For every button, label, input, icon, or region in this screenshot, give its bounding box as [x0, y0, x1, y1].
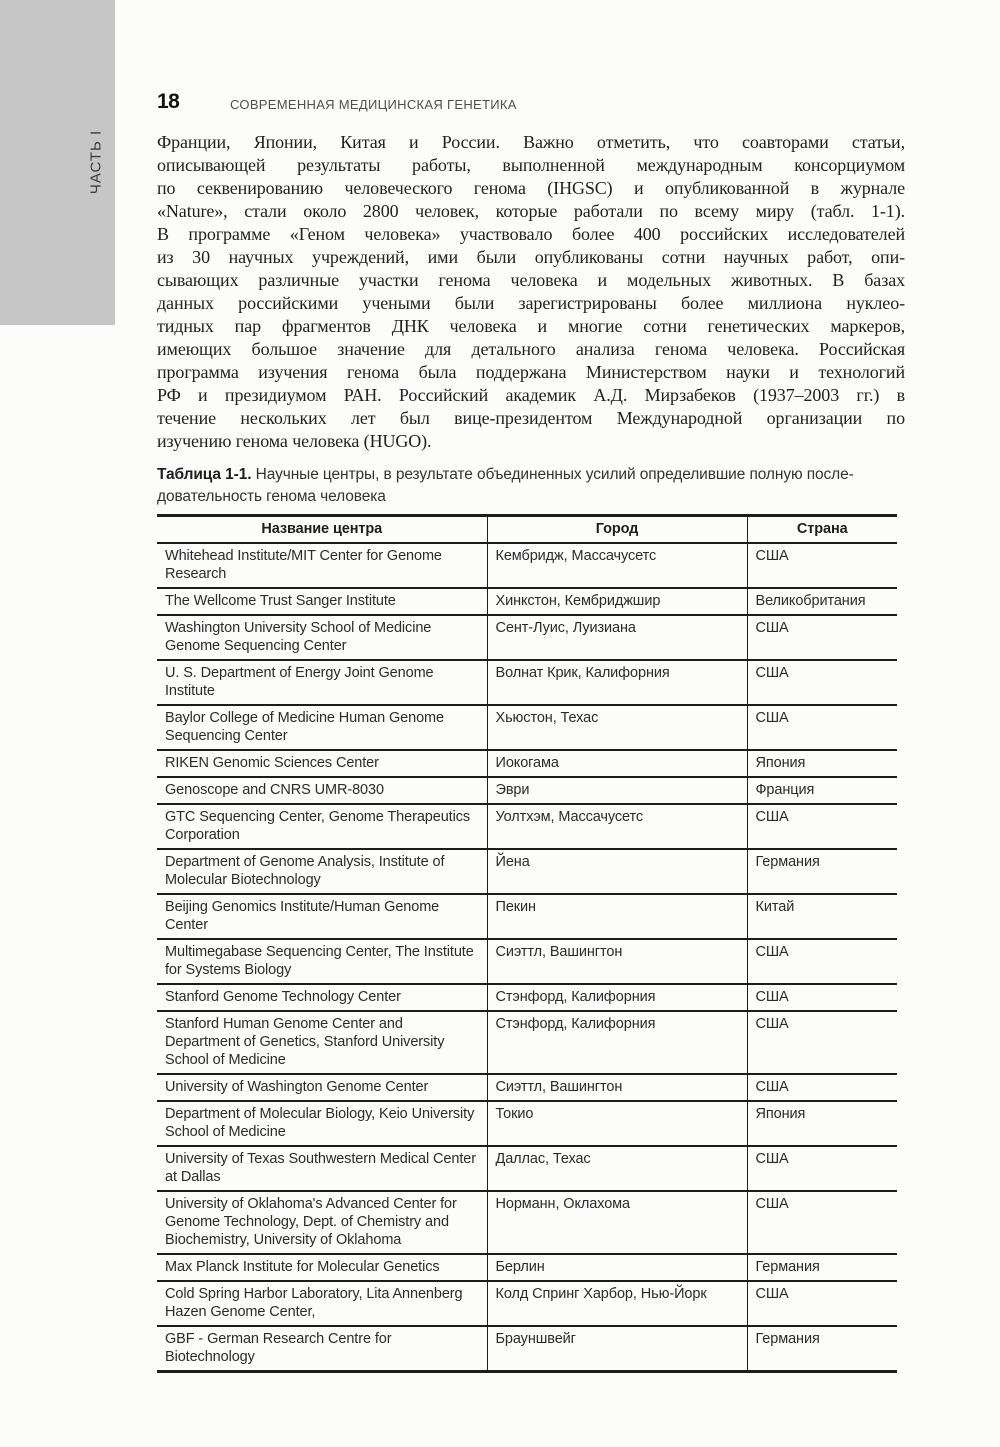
table-cell: Волнат Крик, Калифорния: [487, 660, 747, 705]
table-row: [157, 894, 897, 939]
table-cell: Beijing Genomics Institute/Human Genome Center: [157, 894, 487, 939]
table-cell: Washington University School of Medicine Genome Sequencing Center: [157, 615, 487, 660]
table-cell: США: [747, 984, 897, 1011]
table-cell: Даллас, Техас: [487, 1146, 747, 1191]
table-cell: Уолтхэм, Массачусетс: [487, 804, 747, 849]
table-cell: США: [747, 804, 897, 849]
table-cell: GBF - German Research Centre for Biotechnology: [157, 1326, 487, 1372]
table-cell: США: [747, 1146, 897, 1191]
table-cell: Baylor College of Medicine Human Genome Sequencing Center: [157, 705, 487, 750]
paragraph-line: Франции, Японии, Китая и России. Важно отметить, что соавторами статьи,: [157, 132, 905, 152]
table-row: [157, 1074, 897, 1101]
column-header-country: Страна: [747, 516, 897, 544]
table-row: [157, 1254, 897, 1281]
paragraph-line: РФ и президиумом РАН. Российский академик А.Д. Мирзабеков (1937–2003 гг.) в: [157, 385, 905, 405]
table-cell: Пекин: [487, 894, 747, 939]
table-cell: США: [747, 1074, 897, 1101]
table-cell: Кембридж, Массачусетс: [487, 543, 747, 588]
table-cell: The Wellcome Trust Sanger Institute: [157, 588, 487, 615]
table-row: [157, 660, 897, 705]
table-row: [157, 1146, 897, 1191]
table-cell: RIKEN Genomic Sciences Center: [157, 750, 487, 777]
page-number: 18: [157, 90, 180, 113]
table-caption: [157, 464, 917, 508]
table-cell: Берлин: [487, 1254, 747, 1281]
table-row: [157, 750, 897, 777]
table-cell: Department of Genome Analysis, Institute of Molecular Biotechnology: [157, 849, 487, 894]
table-caption-label: Таблица 1-1.: [157, 466, 252, 483]
paragraph-line: В программе «Геном человека» участвовало более 400 российских исследователей: [157, 224, 905, 244]
table-cell: GTC Sequencing Center, Genome Therapeutics Corporation: [157, 804, 487, 849]
table-cell: University of Texas Southwestern Medical Center at Dallas: [157, 1146, 487, 1191]
table-cell: Стэнфорд, Калифорния: [487, 984, 747, 1011]
table-row: [157, 1281, 897, 1326]
part-tab-label: ЧАСТЬ I: [87, 129, 105, 195]
paragraph-line: из 30 научных учреждений, ими были опубликованы сотни научных работ, опи-: [157, 247, 905, 267]
paragraph-line: сывающих различные участки генома человека и модельных животных. В базах: [157, 270, 905, 290]
table-cell: Япония: [747, 1101, 897, 1146]
paragraph-line: тидных пар фрагментов ДНК человека и многие сотни генетических маркеров,: [157, 316, 905, 336]
table-row: [157, 1011, 897, 1074]
table-cell: США: [747, 1191, 897, 1254]
table-row: [157, 588, 897, 615]
table-row: [157, 939, 897, 984]
table-cell: Норманн, Оклахома: [487, 1191, 747, 1254]
table-row: [157, 543, 897, 588]
table-caption-text-line1: Научные центры, в результате объединенных усилий определившие полную после-: [255, 466, 854, 483]
table-cell: Япония: [747, 750, 897, 777]
table-cell: Сент-Луис, Луизиана: [487, 615, 747, 660]
table-row: [157, 984, 897, 1011]
table-cell: Сиэттл, Вашингтон: [487, 1074, 747, 1101]
table-cell: Колд Спринг Харбор, Нью-Йорк: [487, 1281, 747, 1326]
table-cell: США: [747, 705, 897, 750]
table-cell: США: [747, 660, 897, 705]
table-cell: Брауншвейг: [487, 1326, 747, 1372]
table-row: [157, 804, 897, 849]
table-cell: Франция: [747, 777, 897, 804]
paragraph-line: по секвенированию человеческого генома (IHGSC) и опубликованной в журнале: [157, 178, 905, 198]
table-cell: Великобритания: [747, 588, 897, 615]
table-cell: Токио: [487, 1101, 747, 1146]
table-cell: U. S. Department of Energy Joint Genome Institute: [157, 660, 487, 705]
table-row: [157, 849, 897, 894]
table-cell: Хинкстон, Кембриджшир: [487, 588, 747, 615]
body-paragraph: [157, 131, 905, 453]
table-cell: США: [747, 615, 897, 660]
table-cell: Multimegabase Sequencing Center, The Institute for Systems Biology: [157, 939, 487, 984]
table-cell: Германия: [747, 1326, 897, 1372]
table-cell: Сиэттл, Вашингтон: [487, 939, 747, 984]
table-cell: Эври: [487, 777, 747, 804]
table-cell: Стэнфорд, Калифорния: [487, 1011, 747, 1074]
table-cell: Хьюстон, Техас: [487, 705, 747, 750]
table-cell: Max Planck Institute for Molecular Genetics: [157, 1254, 487, 1281]
table-row: [157, 777, 897, 804]
table-cell: Германия: [747, 1254, 897, 1281]
table-caption-text-line2: довательность генома человека: [157, 488, 386, 505]
table-cell: Stanford Genome Technology Center: [157, 984, 487, 1011]
table-cell: США: [747, 1281, 897, 1326]
table-cell: Department of Molecular Biology, Keio University School of Medicine: [157, 1101, 487, 1146]
part-tab: [0, 0, 115, 325]
table-cell: Китай: [747, 894, 897, 939]
table-cell: США: [747, 1011, 897, 1074]
genome-centers-table: [157, 514, 897, 1373]
table-cell: Германия: [747, 849, 897, 894]
paragraph-line: данных российскими учеными были зарегистрированы более миллиона нуклео-: [157, 293, 905, 313]
table-body: [157, 543, 897, 1372]
table-cell: Stanford Human Genome Center and Department of Genetics, Stanford University School of Medicine: [157, 1011, 487, 1074]
table-cell: Иокогама: [487, 750, 747, 777]
paragraph-line: изучению генома человека (HUGO).: [157, 431, 432, 451]
paragraph-line: течение нескольких лет был вице-президентом Международной организации по: [157, 408, 905, 428]
table-cell: University of Oklahoma's Advanced Center for Genome Technology, Dept. of Chemistry and Biochemistry, University of Oklahoma: [157, 1191, 487, 1254]
table-cell: Cold Spring Harbor Laboratory, Lita Annenberg Hazen Genome Center,: [157, 1281, 487, 1326]
column-header-city: Город: [487, 516, 747, 544]
table-cell: University of Washington Genome Center: [157, 1074, 487, 1101]
table-row: [157, 615, 897, 660]
paragraph-line: программа изучения генома была поддержана Министерством науки и технологий: [157, 362, 905, 382]
table-row: [157, 705, 897, 750]
table-row: [157, 1326, 897, 1372]
paragraph-line: имеющих большое значение для детального анализа генома человека. Российская: [157, 339, 905, 359]
table-cell: Йена: [487, 849, 747, 894]
table-cell: США: [747, 939, 897, 984]
column-header-center-name: Название центра: [157, 516, 487, 544]
table-row: [157, 1101, 897, 1146]
paragraph-line: описывающей результаты работы, выполненной международным консорциумом: [157, 155, 905, 175]
running-title: СОВРЕМЕННАЯ МЕДИЦИНСКАЯ ГЕНЕТИКА: [230, 97, 517, 112]
table-cell: Whitehead Institute/MIT Center for Genome Research: [165, 548, 442, 582]
table-header-row: [157, 516, 897, 544]
table-cell: Genoscope and CNRS UMR-8030: [157, 777, 487, 804]
paragraph-line: «Nature», стали около 2800 человек, которые работали по всему миру (табл. 1-1).: [157, 201, 905, 221]
table-row: [157, 1191, 897, 1254]
table-cell: США: [747, 543, 897, 588]
